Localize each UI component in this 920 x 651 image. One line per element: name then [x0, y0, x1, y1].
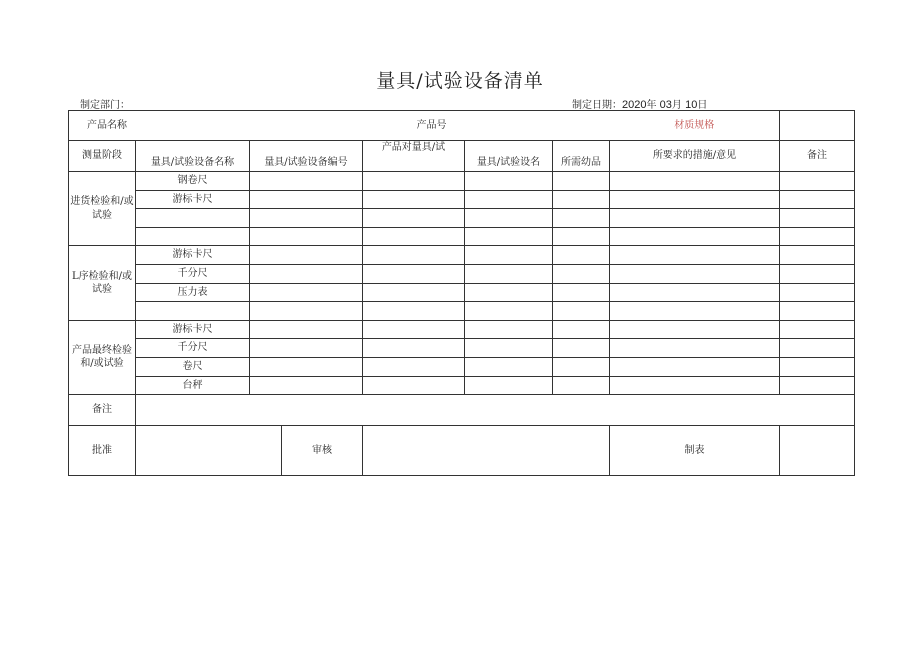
equipment-list-table [68, 110, 855, 476]
date-year: 2020 [622, 99, 647, 111]
table-row [69, 172, 855, 191]
product-equip-cell[interactable] [363, 357, 465, 376]
date-field [572, 96, 707, 111]
equip-no-cell[interactable] [250, 209, 363, 228]
product-name-value[interactable] [250, 111, 417, 141]
remarks-cell[interactable] [780, 227, 855, 246]
remark-value[interactable] [136, 395, 855, 426]
stage-cell-final: 产品最终检验和/或试验 [69, 320, 136, 394]
measures-cell[interactable] [610, 283, 780, 302]
equip-name2-cell[interactable] [465, 209, 553, 228]
measures-cell[interactable] [610, 227, 780, 246]
equip-name2-cell[interactable] [465, 264, 553, 283]
material-spec-value[interactable] [780, 111, 855, 141]
product-name-label: 产品名称 [69, 111, 250, 141]
product-equip-cell[interactable] [363, 376, 465, 395]
col-equip-name2: 量具/试验设名 [465, 141, 553, 172]
samples-cell[interactable] [553, 264, 610, 283]
equip-name2-cell[interactable] [465, 357, 553, 376]
equip-no-cell[interactable] [250, 227, 363, 246]
measures-cell[interactable] [610, 339, 780, 358]
remark-label: 备注 [69, 395, 136, 426]
product-equip-cell[interactable] [363, 283, 465, 302]
stage-cell-incoming: 进货检验和/或试验 [69, 172, 136, 246]
remarks-cell[interactable] [780, 246, 855, 265]
remarks-cell[interactable] [780, 357, 855, 376]
remarks-cell[interactable] [780, 302, 855, 321]
measures-cell[interactable] [610, 246, 780, 265]
measures-cell[interactable] [610, 209, 780, 228]
samples-cell[interactable] [553, 227, 610, 246]
dept-label: 制定部门： [80, 100, 130, 111]
table-row [69, 227, 855, 246]
remarks-cell[interactable] [780, 320, 855, 339]
review-label: 审核 [282, 426, 363, 476]
prepare-signature[interactable] [780, 426, 855, 476]
date-day: 10 [685, 99, 698, 111]
date-year-unit: 年 [646, 100, 657, 111]
equip-name2-cell[interactable] [465, 227, 553, 246]
product-equip-cell[interactable] [363, 302, 465, 321]
remark-row [69, 395, 855, 426]
approve-label: 批准 [69, 426, 136, 476]
table-row [69, 190, 855, 209]
col-equip-name: 量具/试验设备名称 [136, 141, 250, 172]
equip-name2-cell[interactable] [465, 283, 553, 302]
equip-no-cell[interactable] [250, 357, 363, 376]
product-no-value[interactable] [553, 111, 610, 141]
table-row [69, 283, 855, 302]
date-month-unit: 月 [671, 100, 682, 111]
equip-name-cell [136, 302, 250, 321]
remarks-cell[interactable] [780, 190, 855, 209]
measures-cell[interactable] [610, 376, 780, 395]
document-title: 量具/试验设备清单 [376, 70, 544, 92]
col-required-samples: 所需幼品 [553, 141, 610, 172]
table-row [69, 209, 855, 228]
samples-cell[interactable] [553, 339, 610, 358]
table-row [69, 264, 855, 283]
equip-name2-cell[interactable] [465, 376, 553, 395]
table-row [69, 320, 855, 339]
table-row [69, 376, 855, 395]
date-month: 03 [659, 99, 672, 111]
equip-name-cell: 千分尺 [136, 339, 250, 358]
col-stage: 测量阶段 [69, 141, 136, 172]
equip-name-cell [136, 227, 250, 246]
equip-name-cell: 游标卡尺 [136, 246, 250, 265]
equip-name2-cell[interactable] [465, 172, 553, 191]
samples-cell[interactable] [553, 209, 610, 228]
measures-cell[interactable] [610, 302, 780, 321]
equip-name-cell: 钢卷尺 [136, 172, 250, 191]
product-equip-cell[interactable] [363, 172, 465, 191]
product-equip-cell[interactable] [363, 190, 465, 209]
equip-no-cell[interactable] [250, 172, 363, 191]
table-row [69, 357, 855, 376]
samples-cell[interactable] [553, 320, 610, 339]
remarks-cell[interactable] [780, 209, 855, 228]
equip-name2-cell[interactable] [465, 339, 553, 358]
samples-cell[interactable] [553, 246, 610, 265]
table-row [69, 246, 855, 265]
date-label: 制定日期： [572, 100, 622, 111]
product-equip-cell[interactable] [363, 339, 465, 358]
product-no-label: 产品号 [417, 111, 553, 141]
equip-name-cell: 游标卡尺 [136, 190, 250, 209]
col-product-equip: 产品对量具/试 [363, 141, 465, 172]
remarks-cell[interactable] [780, 172, 855, 191]
measures-cell[interactable] [610, 264, 780, 283]
equip-no-cell[interactable] [250, 246, 363, 265]
product-equip-cell[interactable] [363, 227, 465, 246]
col-equip-no: 量具/试验设备编号 [250, 141, 363, 172]
product-info-row [69, 111, 855, 141]
equip-name2-cell[interactable] [465, 190, 553, 209]
equip-no-cell[interactable] [250, 302, 363, 321]
prepare-label: 制表 [610, 426, 780, 476]
measures-cell[interactable] [610, 172, 780, 191]
samples-cell[interactable] [553, 283, 610, 302]
remarks-cell[interactable] [780, 376, 855, 395]
measures-cell[interactable] [610, 320, 780, 339]
date-day-unit: 日 [697, 100, 708, 111]
stage-cell-process: L序检验和/或试验 [69, 246, 136, 320]
samples-cell[interactable] [553, 172, 610, 191]
equip-no-cell[interactable] [250, 264, 363, 283]
equip-no-cell[interactable] [250, 283, 363, 302]
review-signature[interactable] [363, 426, 610, 476]
product-equip-cell[interactable] [363, 246, 465, 265]
samples-cell[interactable] [553, 302, 610, 321]
remarks-cell[interactable] [780, 283, 855, 302]
samples-cell[interactable] [553, 190, 610, 209]
col-measures: 所要求的措施/意见 [610, 141, 780, 172]
measures-cell[interactable] [610, 190, 780, 209]
equip-name-cell: 游标卡尺 [136, 320, 250, 339]
remarks-cell[interactable] [780, 264, 855, 283]
equip-name-cell: 卷尺 [136, 357, 250, 376]
equip-no-cell[interactable] [250, 376, 363, 395]
equip-name-cell: 台秤 [136, 376, 250, 395]
product-equip-cell[interactable] [363, 264, 465, 283]
table-row [69, 339, 855, 358]
equip-name-cell [136, 209, 250, 228]
col-remarks: 备注 [780, 141, 855, 172]
equip-name2-cell[interactable] [465, 246, 553, 265]
column-header-row [69, 141, 855, 172]
samples-cell[interactable] [553, 376, 610, 395]
measures-cell[interactable] [610, 357, 780, 376]
signature-row [69, 426, 855, 476]
equip-name2-cell[interactable] [465, 302, 553, 321]
remarks-cell[interactable] [780, 339, 855, 358]
equip-no-cell[interactable] [250, 190, 363, 209]
product-equip-cell[interactable] [363, 209, 465, 228]
approve-signature[interactable] [136, 426, 282, 476]
product-equip-cell[interactable] [363, 320, 465, 339]
table-row [69, 302, 855, 321]
equip-no-cell[interactable] [250, 320, 363, 339]
equip-name-cell: 千分尺 [136, 264, 250, 283]
samples-cell[interactable] [553, 357, 610, 376]
equip-no-cell[interactable] [250, 339, 363, 358]
equip-name-cell: 压力表 [136, 283, 250, 302]
equip-name2-cell[interactable] [465, 320, 553, 339]
material-spec-label: 材质规格 [610, 111, 780, 141]
